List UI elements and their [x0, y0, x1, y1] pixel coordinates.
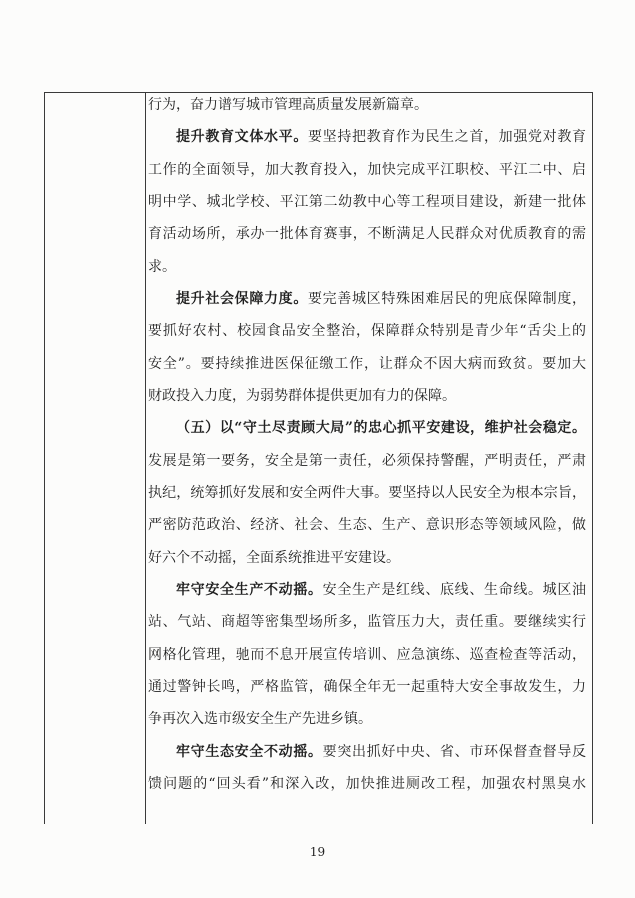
paragraph-heading: 牢守安全生产不动摇。 — [176, 581, 323, 598]
text-line: 发展是第一要务，安全是第一责任，必须保持警醒，严明责任，严肃 — [148, 452, 586, 469]
content-cell — [148, 89, 586, 800]
text-line: 安全”。要持续推进医保征缴工作，让群众不因大病而致贫。要加大 — [148, 355, 586, 372]
paragraph-education — [148, 121, 586, 283]
text-line — [148, 736, 586, 768]
paragraph-heading: 提升社会保障力度。 — [176, 290, 308, 307]
paragraph-ecological-safety — [148, 736, 586, 801]
line-text: 安全生产是红线、底线、生命线。城区油 — [322, 581, 587, 598]
text-line: 育活动场所，承办一批体育赛事，不断满足人民群众对优质教育的需 — [148, 226, 586, 243]
section-heading-line — [148, 412, 586, 444]
column-divider — [145, 93, 146, 824]
line-text: 要突出抓好中央、省、市环保督查督导反 — [322, 743, 587, 760]
text-line: 财政投入力度，为弱势群体提供更加有力的保障。 — [148, 387, 456, 404]
text-line: 严密防范政治、经济、社会、生态、生产、意识形态等领域风险，做 — [148, 517, 586, 534]
paragraph-heading: 提升教育文体水平。 — [176, 129, 308, 146]
text-line — [148, 574, 586, 606]
line-text: 要坚持把教育作为民生之首，加强党对教育 — [308, 129, 586, 146]
page-number: 19 — [309, 845, 326, 859]
text-line: 明中学、城北学校、平江第二幼教中心等工程项目建设，新建一批体 — [148, 193, 586, 210]
text-line: 通过警钟长鸣，严格监管，确保全年无一起重特大安全事故发生，力 — [148, 678, 586, 695]
text-line — [148, 283, 586, 315]
paragraph-social-security — [148, 283, 586, 412]
text-line: 好六个不动摇，全面系统推进平安建设。 — [148, 549, 400, 566]
paragraph-heading: 牢守生态安全不动摇。 — [176, 743, 323, 760]
text-line — [148, 121, 586, 153]
paragraph-production-safety — [148, 574, 586, 736]
left-column-cell — [45, 93, 145, 824]
text-line: 网格化管理，驰而不息开展宣传培训、应急演练、巡查检查等活动， — [148, 646, 586, 663]
text-line: 要抓好农村、校园食品安全整治，保障群众特别是青少年“舌尖上的 — [148, 323, 586, 340]
text-line: 馈问题的“回头看”和深入改，加快推进厕改工程，加强农村黑臭水 — [148, 775, 586, 792]
text-line: 执纪，统筹抓好发展和安全两件大事。要坚持以人民安全为根本宗旨， — [148, 484, 586, 501]
text-line: 争再次入选市级安全生产先进乡镇。 — [148, 711, 372, 728]
section-heading: （五）以“守土尽责顾大局”的忠心抓平安建设，维护社会稳定。 — [176, 420, 586, 437]
text-line: 工作的全面领导，加大教育投入，加快完成平江职校、平江二中、启 — [148, 161, 586, 178]
paragraph-section-five — [148, 412, 586, 574]
paragraph-continuation — [148, 89, 586, 121]
text-line: 行为，奋力谱写城市管理高质量发展新篇章。 — [148, 97, 428, 113]
text-line: 站、气站、商超等密集型场所多，监管压力大，责任重。要继续实行 — [148, 614, 586, 631]
text-line: 求。 — [148, 258, 176, 275]
line-text: 要完善城区特殊困难居民的兜底保障制度， — [308, 290, 586, 307]
